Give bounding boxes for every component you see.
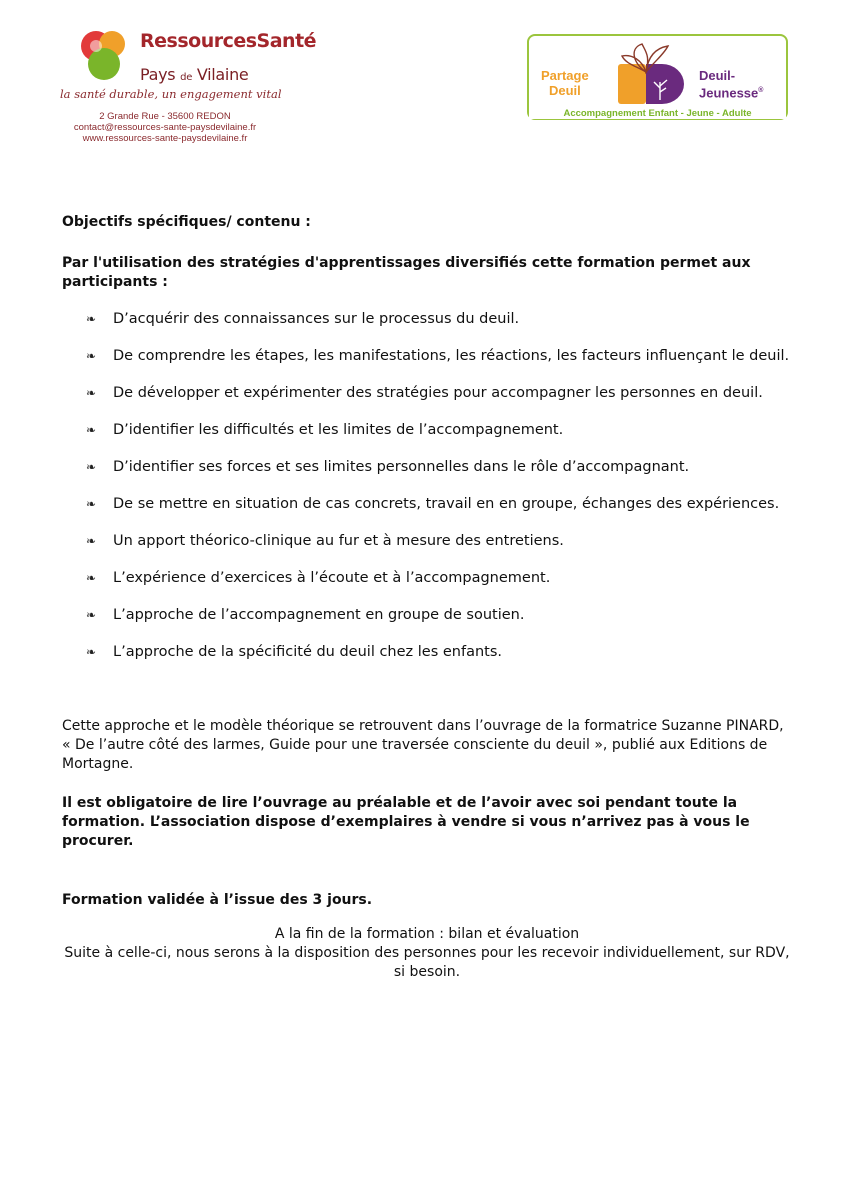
fleuron-bullet-icon: ❧ (86, 460, 97, 474)
closing-line-1: A la fin de la formation : bilan et évaluation (274, 926, 580, 942)
objective-item (86, 604, 792, 626)
objective-item (86, 419, 792, 441)
reference-paragraph: Cette approche et le modèle théorique se retrouvent dans l’ouvrage de la formatrice Suzanne PINARD, « De l’autre côté des larmes, Guide pour une traversée consciente du deuil », publié aux Editions de Mortagne. (62, 718, 784, 772)
brand-region: Pays de Vilaine (140, 65, 249, 84)
closing-block (62, 925, 792, 982)
objective-item (86, 456, 792, 478)
objective-text: De se mettre en situation de cas concrets, travail en en groupe, échanges des expériences. (113, 496, 780, 512)
fleuron-bullet-icon: ❧ (86, 349, 97, 363)
objective-item (86, 567, 792, 589)
objective-text: D’identifier les difficultés et les limites de l’accompagnement. (113, 422, 564, 438)
objective-text: D’acquérir des connaissances sur le processus du deuil. (113, 311, 520, 327)
objective-text: D’identifier ses forces et ses limites personnelles dans le rôle d’accompagnant. (113, 459, 690, 475)
tree-emblem-icon (612, 42, 692, 104)
section-heading: Objectifs spécifiques/ contenu : (62, 214, 311, 230)
fleuron-bullet-icon: ❧ (86, 534, 97, 548)
objective-text: L’approche de la spécificité du deuil chez les enfants. (113, 644, 503, 660)
main-content (62, 213, 792, 982)
objectives-list (62, 308, 792, 663)
objective-item (86, 308, 792, 330)
objective-item (86, 382, 792, 404)
deuil-jeunesse-logo (527, 34, 788, 120)
objective-text: L’approche de l’accompagnement en groupe de soutien. (113, 607, 525, 623)
fleuron-bullet-icon: ❧ (86, 386, 97, 400)
fleuron-bullet-icon: ❧ (86, 423, 97, 437)
fleuron-bullet-icon: ❧ (86, 497, 97, 511)
objective-text: De développer et expérimenter des stratégies pour accompagner les personnes en deuil. (113, 385, 763, 401)
fleuron-bullet-icon: ❧ (86, 571, 97, 585)
fleuron-bullet-icon: ❧ (86, 608, 97, 622)
contact-email: contact@ressources-sante-paysdevilaine.fr (73, 122, 257, 133)
brand-name: RessourcesSanté (140, 30, 317, 52)
mandatory-reading-paragraph: Il est obligatoire de lire l’ouvrage au préalable et de l’avoir avec soi pendant toute la formation. L’association dispose d’exemplaires à vendre si vous n’arrivez pas à vous le procurer. (62, 795, 750, 849)
fleuron-bullet-icon: ❧ (86, 645, 97, 659)
fleuron-bullet-icon: ❧ (86, 312, 97, 326)
accompagnement-tagline: Accompagnement Enfant - Jeune - Adulte (529, 108, 786, 119)
partage-deuil-label: Partage Deuil (541, 68, 589, 98)
closing-line-2: Suite à celle-ci, nous serons à la disposition des personnes pour les recevoir individuellement, sur RDV, si besoin. (64, 945, 790, 980)
objective-item (86, 530, 792, 552)
objective-text: Un apport théorico-clinique au fur et à mesure des entretiens. (113, 533, 564, 549)
objective-item (86, 493, 792, 515)
objective-item (86, 641, 792, 663)
objective-text: De comprendre les étapes, les manifestations, les réactions, les facteurs influençant le deuil. (113, 348, 790, 364)
deuil-jeunesse-label: Deuil- Jeunesse® (699, 68, 764, 101)
intro-paragraph: Par l'utilisation des stratégies d'apprentissages diversifiés cette formation permet aux participants : (62, 255, 751, 290)
ressources-sante-emblem-icon (74, 26, 134, 86)
objective-item (86, 345, 792, 367)
ressources-sante-logo (60, 22, 317, 150)
website-url: www.ressources-sante-paysdevilaine.fr (82, 133, 248, 144)
brand-tagline: la santé durable, un engagement vital (60, 87, 282, 101)
postal-address: 2 Grande Rue - 35600 REDON (99, 111, 231, 122)
objective-text: L’expérience d’exercices à l’écoute et à l’accompagnement. (113, 570, 551, 586)
validation-line: Formation validée à l’issue des 3 jours. (62, 892, 373, 908)
